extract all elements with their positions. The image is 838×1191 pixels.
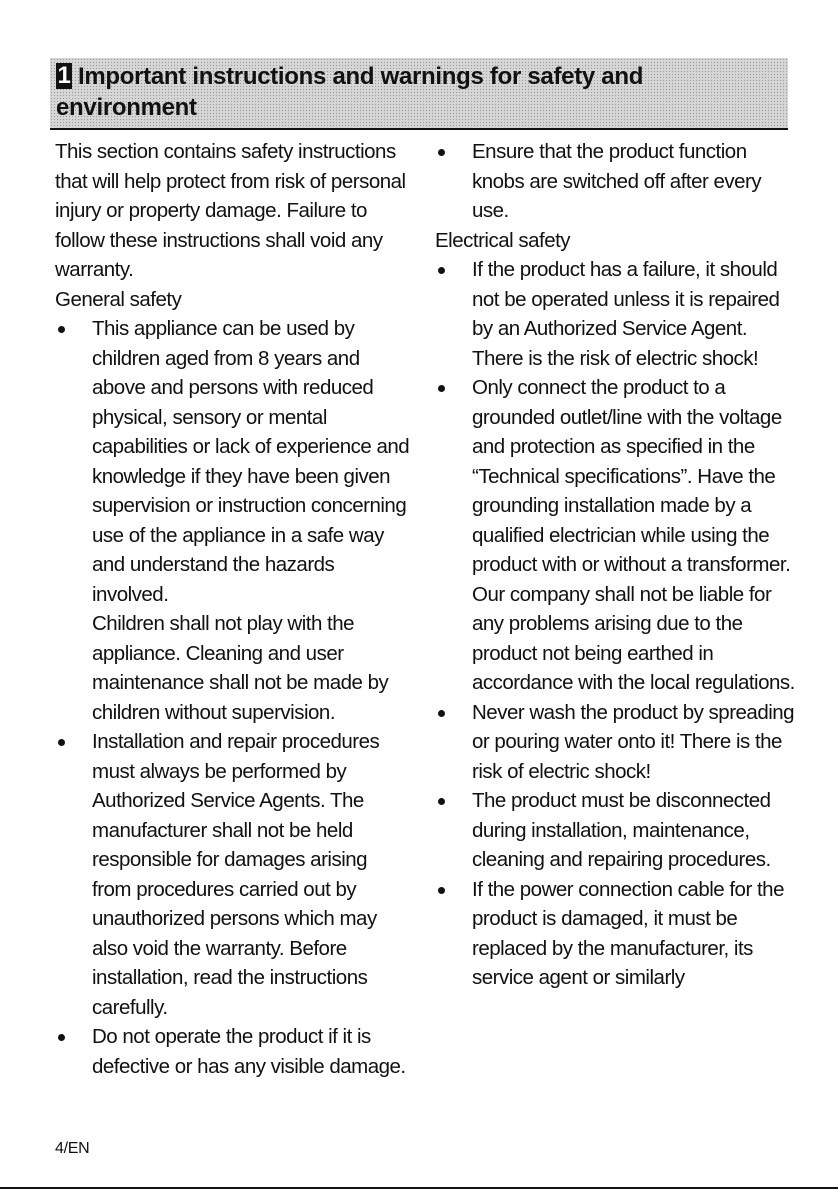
bullet-icon <box>58 1034 65 1041</box>
list-item-text: The product must be disconnected during installation, maintenance, cleaning and repairing procedures. <box>472 789 771 871</box>
list-item <box>435 698 795 787</box>
list-item-continuation: Children shall not play with the appliance. Cleaning and user maintenance shall not be made by children without supervision. <box>92 612 389 724</box>
bullet-icon <box>58 739 65 746</box>
list-item-text: Only connect the product to a grounded outlet/line with the voltage and protection as specified in the “Technical specifications”. Have the grounding installation made by a qualified electrician while using the product with or without a transformer. Our company shall not be liable for any problems arising due to the product not being earthed in accordance with the local regulations. <box>472 376 795 694</box>
page-number: 4/EN <box>55 1140 90 1157</box>
list-item <box>55 1022 410 1081</box>
electrical-safety-list <box>435 255 795 993</box>
section-title-text: Important instructions and warnings for safety and environment <box>56 63 644 121</box>
bullet-icon <box>438 267 445 274</box>
section-header <box>50 58 788 130</box>
list-item <box>435 786 795 875</box>
right-column <box>435 137 795 993</box>
list-item <box>435 373 795 698</box>
left-column <box>55 137 410 1081</box>
bullet-icon <box>438 149 445 156</box>
list-item <box>55 314 410 727</box>
bullet-icon <box>438 887 445 894</box>
intro-paragraph: This section contains safety instructions that will help protect from risk of personal injury or property damage. Failure to follow these instructions shall void any warranty. <box>55 140 406 281</box>
chapter-number-badge: 1 <box>57 62 71 89</box>
list-item-text: Do not operate the product if it is defective or has any visible damage. <box>92 1025 406 1078</box>
general-safety-list <box>55 314 410 1081</box>
section-title <box>56 61 756 123</box>
list-item-text: Never wash the product by spreading or pouring water onto it! There is the risk of electric shock! <box>472 700 795 783</box>
bullet-icon <box>438 385 445 392</box>
general-safety-heading: General safety <box>55 287 182 311</box>
list-item <box>55 727 410 1022</box>
bullet-icon <box>438 798 445 805</box>
list-item-text: This appliance can be used by children aged from 8 years and above and persons with reduced physical, sensory or mental capabilities or lack of experience and knowledge if they have been given supervision or instruction concerning use of the appliance in a safe way and understand the hazards involved. <box>92 317 410 606</box>
electrical-safety-heading: Electrical safety <box>435 228 571 252</box>
list-item-text: If the product has a failure, it should not be operated unless it is repaired by an Authorized Service Agent. There is the risk of electric shock! <box>472 258 780 370</box>
list-item-text: If the power connection cable for the product is damaged, it must be replaced by the manufacturer, its service agent or similarly <box>472 877 784 989</box>
list-item <box>435 255 795 373</box>
list-item-text: Ensure that the product function knobs are switched off after every use. <box>472 140 762 222</box>
bullet-icon <box>58 326 65 333</box>
list-item <box>435 137 795 226</box>
bullet-icon <box>438 710 445 717</box>
continued-list <box>435 137 795 226</box>
list-item <box>435 875 795 993</box>
list-item-text: Installation and repair procedures must always be performed by Authorized Service Agents. The manufacturer shall not be held responsible for damages arising from procedures carried out by unauthorized persons which may also void the warranty. Before installation, read the instructions carefully. <box>92 730 380 1019</box>
bottom-divider <box>0 1187 838 1189</box>
